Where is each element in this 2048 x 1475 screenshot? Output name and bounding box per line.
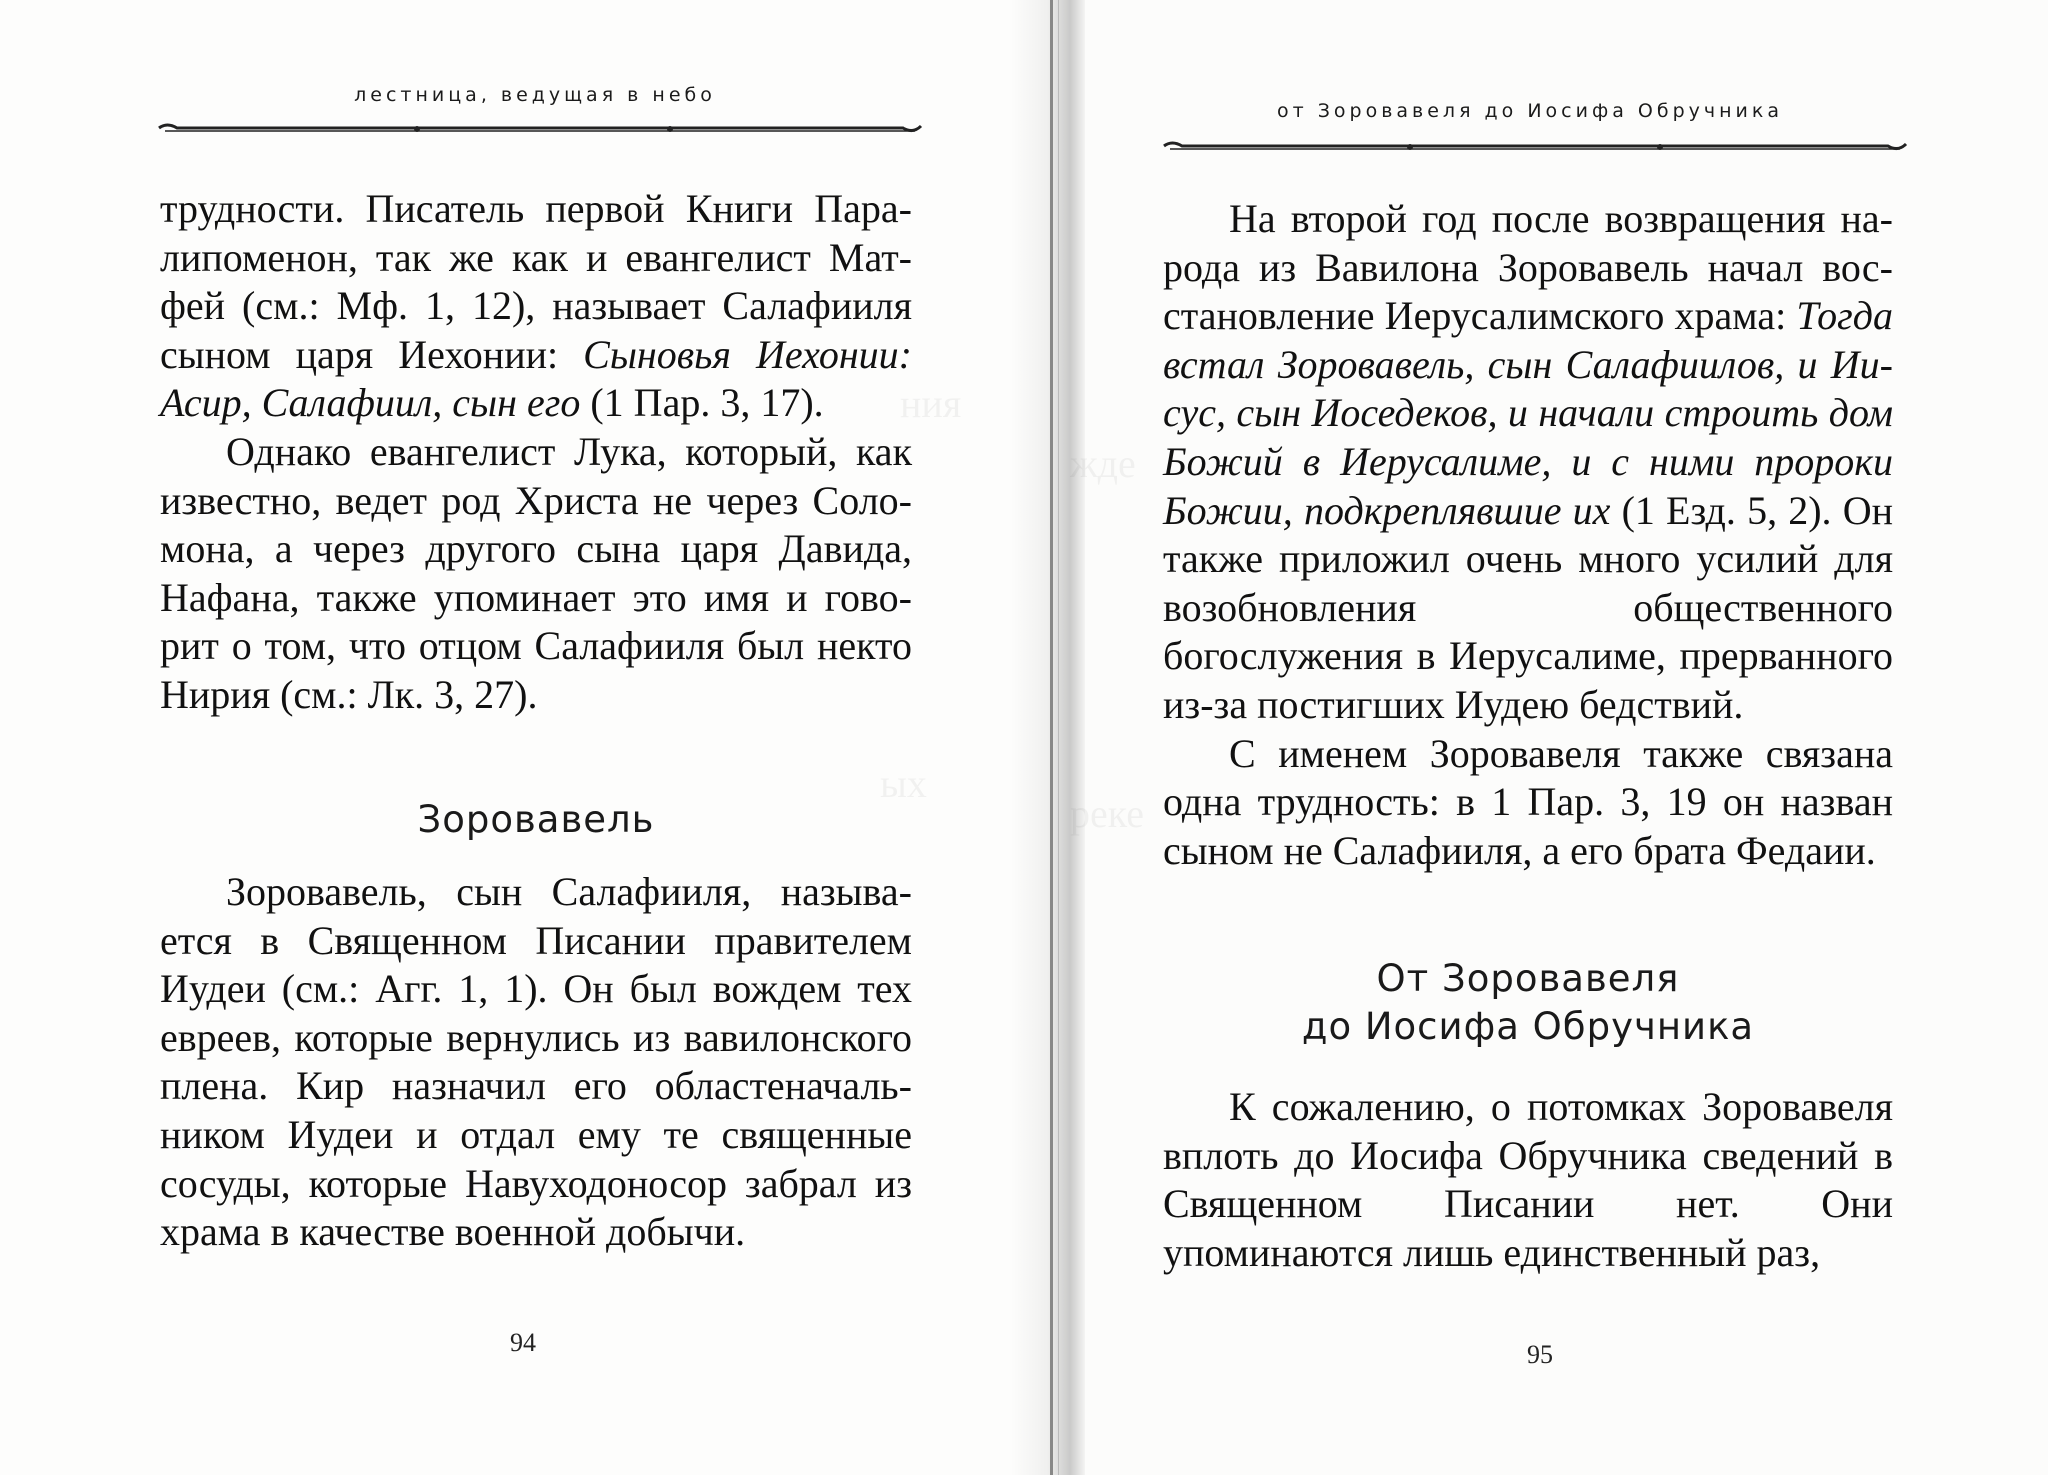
- running-head: лестница, ведущая в небо: [354, 84, 716, 106]
- paragraph: Зоровавель, сын Салафииля, называется в Священном Писании правителем Иудеи (см.: Агг. 1, 1). Он был вождем тех евреев, которые вернулись из вавилонского плена. Кир назначил его областеначальником Иудеи и отдал ему те священные сосуды, которые Навуходоносор забрал из храма в качестве военной добычи.: [160, 869, 912, 1255]
- right-body-top: [1163, 195, 1893, 875]
- right-body-bottom: [1163, 1083, 1893, 1277]
- gutter-fold: [1050, 0, 1053, 1475]
- paragraph-text: На второй год после возвращения народа из Вавилона Зоровавель начал восстановление Иерусалимского храма:: [1163, 196, 1893, 339]
- section-heading: [1163, 955, 1893, 1051]
- page-number: 95: [1527, 1340, 1553, 1369]
- section-heading: Зоровавель: [417, 798, 655, 841]
- ornament-rule: [1160, 138, 1910, 154]
- paragraph: [1163, 195, 1893, 730]
- section-heading-line: до Иосифа Обручника: [1301, 1005, 1755, 1048]
- paragraph: Однако евангелист Лука, который, как известно, ведет род Христа не через Соломона, а через другого сына царя Давида, Нафана, также упоминает это имя и говорит о том, что отцом Салафииля был некто Нирия (см.: Лк. 3, 27).: [160, 428, 912, 717]
- paragraph-text: трудности. Писатель первой Книги Паралипоменон, так же как и евангелист Матфей (см.: Мф. 1, 12), называет Салафииля сыном царя Иехонии:: [160, 186, 912, 377]
- right-page: [1040, 0, 2048, 1475]
- scripture-quote: Сыновья Иехонии: Асир, Салафиил, сын его: [160, 331, 912, 426]
- page-number: 94: [510, 1328, 536, 1357]
- show-through-text: [1070, 790, 1144, 839]
- section-heading-line: От Зоровавеля: [1376, 957, 1680, 1000]
- paragraph: С именем Зоровавеля также связана одна трудность: в 1 Пар. 3, 19 он назван сыном не Салафииля, а его брата Федаии.: [1163, 730, 1893, 873]
- left-body-top: [160, 185, 912, 720]
- ornament-rule: [155, 120, 925, 136]
- running-head: от Зоровавеля до Иосифа Обручника: [1276, 100, 1784, 122]
- paragraph: К сожалению, о потомках Зоровавеля вплоть до Иосифа Обручника сведений в Священном Писании нет. Они упоминаются лишь единственный раз,: [1163, 1084, 1893, 1275]
- show-through-text: [1070, 440, 1136, 489]
- paragraph-text: (1 Езд. 5, 2). Он также приложил очень много усилий для возобновления общественного богослужения в Иерусалиме, прерванного из-за постигших Иудею бедствий.: [1163, 487, 1894, 727]
- scripture-quote: Тогда встал Зоровавель, сын Салафиилов, и Иисус, сын Иоседеков, и начали строить дом Божий в Иерусалиме, и с ними пророки Божии, подкреплявшие их: [1163, 293, 1893, 533]
- left-body-bottom: [160, 868, 912, 1257]
- paragraph: [160, 185, 912, 428]
- gutter-fold: [1058, 0, 1059, 1475]
- paragraph-text: (1 Пар. 3, 17).: [580, 380, 824, 426]
